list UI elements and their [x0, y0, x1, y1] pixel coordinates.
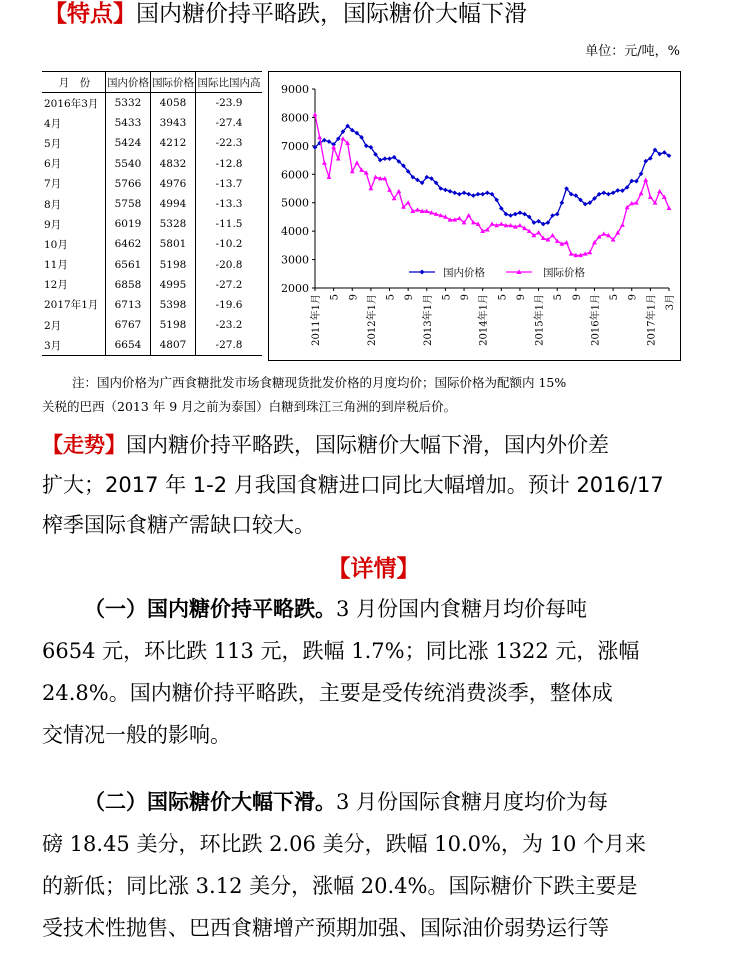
table-row: [42, 113, 262, 133]
x-tick-label: 5: [329, 294, 341, 301]
data-point: [601, 231, 606, 235]
data-point: [331, 145, 336, 149]
table-cell: 5540: [106, 154, 151, 174]
data-point: [606, 192, 611, 197]
table-row: [42, 194, 262, 214]
table-cell: 5198: [151, 255, 196, 275]
data-point: [657, 189, 662, 193]
table-row: [42, 275, 262, 295]
table-cell: -13.3: [215, 198, 243, 211]
paragraph-title: （二）国际糖价大幅下滑。: [84, 789, 336, 814]
data-point: [466, 192, 471, 197]
data-point: [383, 156, 388, 161]
y-tick-label: 5000: [281, 196, 309, 210]
table-row: [42, 174, 262, 194]
data-point: [387, 187, 392, 191]
table-cell: 7月: [42, 174, 106, 194]
x-tick-label: 5: [497, 294, 509, 301]
data-point: [536, 230, 541, 234]
table-cell: -10.2: [215, 238, 243, 251]
price-chart: [269, 72, 680, 360]
data-point: [490, 222, 495, 226]
trend-line: 扩大；2017 年 1-2 月我国食糖进口同比大幅增加。预计 2016/17: [42, 473, 664, 497]
table-row: [42, 255, 262, 275]
data-point: [620, 223, 625, 227]
legend-label: 国内价格: [443, 267, 485, 279]
table-header: 月 份: [42, 72, 106, 93]
y-tick-label: 9000: [281, 83, 309, 96]
data-point: [587, 250, 592, 254]
table-cell: -22.3: [215, 137, 243, 150]
table-cell: 6858: [106, 275, 151, 295]
data-point: [648, 195, 653, 199]
table-cell: 4058: [151, 93, 196, 114]
table-cell: 4212: [151, 133, 196, 153]
table-cell: 4995: [151, 275, 196, 295]
data-point: [341, 136, 346, 140]
trend-line: 国内糖价持平略跌，国际糖价大幅下滑，国内外价差: [126, 433, 609, 457]
table-cell: -23.2: [215, 319, 243, 332]
detail-paragraph-1: [42, 588, 692, 756]
table-cell: 2月: [42, 315, 106, 335]
x-tick-label: 2013年1月: [422, 294, 434, 346]
y-tick-label: 6000: [281, 168, 309, 182]
price-table: [42, 71, 262, 356]
note-line-1: 注：国内价格为广西食糖批发市场食糖现货批发价格的月度均价；国际价格为配额内 15%: [72, 375, 567, 390]
table-cell: 4832: [151, 154, 196, 174]
x-tick-label: 2015年1月: [534, 294, 546, 346]
y-tick-label: 3000: [281, 253, 309, 267]
data-point: [448, 189, 453, 194]
paragraph-line: 磅 18.45 美分，环比跌 2.06 美分，跌幅 10.0%，为 10 个月来: [42, 832, 647, 856]
feature-heading: [44, 0, 527, 28]
table-row: [42, 315, 262, 335]
legend-label: 国际价格: [543, 267, 585, 279]
data-point: [560, 200, 565, 205]
x-tick-label: 2014年1月: [478, 294, 490, 346]
data-point: [406, 200, 411, 204]
table-cell: 4976: [151, 174, 196, 194]
table-cell: 5332: [106, 93, 151, 114]
table-cell: 2016年3月: [42, 93, 106, 114]
table-header-row: [42, 72, 262, 93]
table-cell: -27.8: [196, 335, 263, 356]
table-cell: -12.8: [215, 157, 243, 170]
table-cell: 5801: [151, 234, 196, 254]
series-line-domestic: [315, 126, 669, 224]
data-point: [336, 156, 341, 160]
table-cell: -27.2: [215, 278, 243, 291]
x-tick-label: 3月: [665, 294, 676, 311]
x-tick-label: 9: [348, 294, 360, 301]
table-cell: 6654: [106, 335, 151, 356]
table-cell: 8月: [42, 194, 106, 214]
table-cell: 6767: [106, 315, 151, 335]
data-point: [643, 177, 648, 181]
table-cell: -19.6: [215, 298, 243, 311]
x-tick-label: 2012年1月: [366, 294, 378, 346]
table-cell: -20.8: [215, 258, 243, 271]
data-point: [415, 207, 420, 211]
table-header: 国内价格: [106, 72, 151, 93]
x-tick-label: 5: [385, 294, 397, 301]
table-cell: 6561: [106, 255, 151, 275]
data-point: [615, 188, 620, 193]
table-cell: 12月: [42, 275, 106, 295]
table-cell: 3月: [42, 335, 106, 356]
paragraph-line: 受技术性抛售、巴西食糖增产预期加强、国际油价弱势运行等: [42, 916, 609, 940]
x-tick-label: 5: [553, 294, 565, 301]
trend-section: [42, 425, 702, 545]
table-row: [42, 154, 262, 174]
feature-title: 国内糖价持平略跌，国际糖价大幅下滑: [136, 1, 527, 27]
data-point: [601, 190, 606, 195]
data-point: [452, 190, 457, 195]
detail-paragraph-2: [42, 781, 692, 949]
table-cell: 5766: [106, 174, 151, 194]
x-tick-label: 5: [609, 294, 621, 301]
data-point: [564, 240, 569, 244]
table-cell: 5758: [106, 194, 151, 214]
y-tick-label: 8000: [281, 111, 309, 125]
note-line-2: 关税的巴西（2013 年 9 月之前为泰国）白糖到珠江三角洲的到岸税后价。: [42, 399, 457, 414]
table-row: [42, 133, 262, 153]
trend-line: 榨季国际食糖产需缺口较大。: [42, 513, 315, 537]
table-row: [42, 214, 262, 234]
table-cell: 5月: [42, 133, 106, 153]
x-tick-label: 9: [571, 294, 583, 301]
table-cell: 3943: [151, 113, 196, 133]
x-tick-label: 9: [404, 294, 416, 301]
table-cell: -11.5: [215, 218, 243, 231]
table-row: [42, 234, 262, 254]
data-point: [499, 222, 504, 226]
data-point: [457, 216, 462, 220]
table-row: [42, 335, 262, 356]
table-cell: 2017年1月: [42, 295, 106, 315]
data-point: [639, 191, 644, 195]
y-tick-label: 4000: [281, 225, 309, 239]
data-point: [518, 210, 523, 215]
data-point: [667, 206, 672, 210]
paragraph-line: 24.8%。国内糖价持平略跌，主要是受传统消费淡季，整体成: [42, 681, 613, 705]
data-point: [569, 251, 574, 255]
details-heading: 【详情】: [327, 556, 420, 582]
x-tick-label: 9: [515, 294, 527, 301]
x-tick-label: 9: [627, 294, 639, 301]
y-tick-label: 2000: [281, 282, 309, 295]
data-point: [518, 223, 523, 227]
data-point: [462, 190, 467, 195]
table-cell: 4994: [151, 194, 196, 214]
data-point: [327, 175, 332, 179]
data-point: [396, 189, 401, 193]
table-cell: 5328: [151, 214, 196, 234]
table-row: [42, 295, 262, 315]
table-row: [42, 93, 262, 114]
table-cell: 5198: [151, 315, 196, 335]
y-tick-label: 7000: [281, 139, 309, 153]
table-cell: -13.7: [215, 177, 243, 190]
data-point: [550, 233, 555, 237]
data-point: [368, 186, 373, 190]
trend-tag: 【走势】: [42, 433, 126, 457]
table-cell: -23.9: [215, 97, 243, 110]
data-point: [508, 213, 513, 218]
price-chart-frame: [268, 71, 681, 361]
table-cell: 9月: [42, 214, 106, 234]
table-cell: 10月: [42, 234, 106, 254]
table-cell: 4807: [151, 335, 196, 356]
x-tick-label: 2017年1月: [646, 294, 658, 346]
table-header: 国际价格: [151, 72, 196, 93]
paragraph-line: 3 月份国内食糖月均价每吨: [336, 597, 588, 621]
data-point: [471, 193, 476, 198]
data-point: [313, 112, 318, 116]
table-cell: -27.4: [215, 117, 243, 130]
data-point: [322, 160, 327, 164]
data-point: [457, 192, 462, 197]
table-cell: 5398: [151, 295, 196, 315]
data-point: [513, 212, 518, 217]
x-tick-label: 2011年1月: [311, 294, 322, 346]
data-point: [317, 135, 322, 139]
table-cell: 5424: [106, 133, 151, 153]
data-point: [387, 156, 392, 161]
data-point: [466, 213, 471, 217]
table-cell: 6462: [106, 234, 151, 254]
x-tick-label: 2016年1月: [590, 294, 602, 346]
paragraph-line: 交情况一般的影响。: [42, 723, 231, 747]
unit-label: 单位：元/吨，%: [585, 44, 680, 59]
data-point: [611, 190, 616, 195]
table-cell: 6713: [106, 295, 151, 315]
paragraph-line: 的新低；同比涨 3.12 美分，涨幅 20.4%。国际糖价下跌主要是: [42, 874, 638, 898]
data-point: [555, 212, 560, 217]
data-point: [355, 160, 360, 164]
table-cell: 11月: [42, 255, 106, 275]
data-point: [443, 188, 448, 193]
data-point: [480, 192, 485, 197]
table-cell: 4月: [42, 113, 106, 133]
table-cell: 5433: [106, 113, 151, 133]
data-point: [476, 192, 481, 197]
paragraph-line: 6654 元，环比跌 113 元，跌幅 1.7%；同比涨 1322 元，涨幅: [42, 639, 640, 663]
paragraph-title: （一）国内糖价持平略跌。: [84, 596, 336, 621]
feature-tag: 【特点】: [44, 1, 136, 27]
table-cell: 6019: [106, 214, 151, 234]
table-cell: 6月: [42, 154, 106, 174]
x-tick-label: 5: [441, 294, 453, 301]
data-point: [373, 175, 378, 179]
data-point: [485, 190, 490, 195]
paragraph-line: 3 月份国际食糖月度均价为每: [336, 790, 609, 814]
x-tick-label: 9: [460, 294, 472, 301]
table-header: 国际比国内高: [196, 72, 263, 93]
legend-marker: [420, 270, 425, 275]
